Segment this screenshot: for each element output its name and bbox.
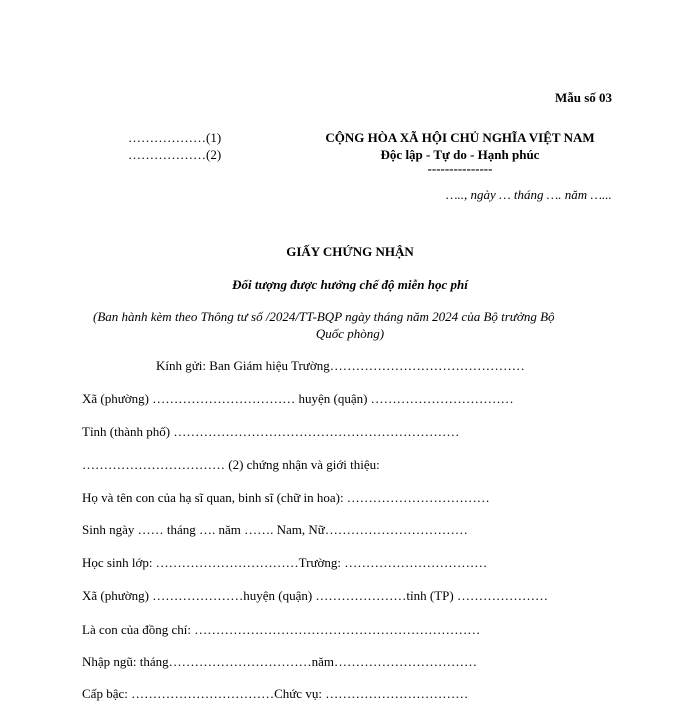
header-left-line-2: ………………(2) <box>128 147 222 162</box>
motto-rule: --------------- <box>427 161 493 176</box>
issuance-note-line-1: (Ban hành kèm theo Thông tư số /2024/TT-BQP ngày tháng năm 2024 của Bộ trưởng Bộ <box>93 309 555 324</box>
rank-position-line: Cấp bậc: ……………………………Chức vụ: …………………………… <box>82 686 469 701</box>
addressee-line: Kính gửi: Ban Giám hiệu Trường……………………………………… <box>156 358 525 373</box>
class-school-line: Học sinh lớp: ……………………………Trường: …………………………… <box>82 555 488 570</box>
residence-line: Xã (phường) …………………huyện (quận) …………………tỉnh (TP) ………………… <box>82 588 548 603</box>
commune-district-line: Xã (phường) …………………………… huyện (quận) …………………………… <box>82 391 514 406</box>
birth-date-line: Sinh ngày …… tháng …. năm ……. Nam, Nữ…………………………… <box>82 522 468 537</box>
country-name: CỘNG HÒA XÃ HỘI CHỦ NGHĨA VIỆT NAM <box>325 130 595 145</box>
document-subtitle: Đối tượng được hưởng chế độ miễn học phí <box>232 277 468 292</box>
form-number: Mẫu số 03 <box>555 90 613 105</box>
certifying-unit-line: …………………………… (2) chứng nhận và giới thiệu: <box>82 457 380 472</box>
header-left-line-1: ………………(1) <box>128 130 222 145</box>
date-line: ….., ngày … tháng …. năm …... <box>446 187 612 202</box>
national-motto: Độc lập - Tự do - Hạnh phúc <box>380 147 540 162</box>
parent-line: Là con của đồng chí: ………………………………………………………… <box>82 622 481 637</box>
province-line: Tỉnh (thành phố) ………………………………………………………… <box>82 424 460 439</box>
enlistment-line: Nhập ngũ: tháng……………………………năm…………………………… <box>82 654 478 669</box>
issuance-note-line-2: Quốc phòng) <box>315 326 385 341</box>
document-title: GIẤY CHỨNG NHẬN <box>286 244 414 259</box>
child-name-line: Họ và tên con của hạ sĩ quan, binh sĩ (chữ in hoa): …………………………… <box>82 490 490 505</box>
